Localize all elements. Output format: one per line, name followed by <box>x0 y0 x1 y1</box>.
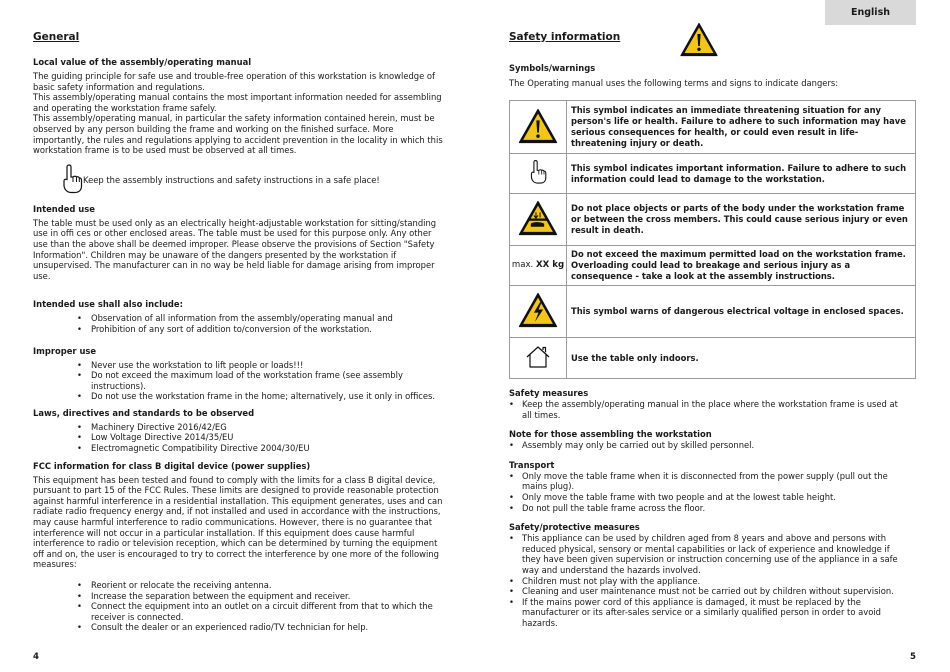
table-row <box>510 338 916 379</box>
list-item: • Assembly may only be carried out by skilled personnel. <box>509 440 904 451</box>
table-row <box>510 194 916 246</box>
transport-heading: Transport <box>509 459 555 470</box>
list-item: • Reorient or relocate the receiving antenna. <box>77 580 437 591</box>
table-text-cell: This symbol indicates important information. Failure to adhere to such information could lead to damage to the workstation. <box>567 154 916 194</box>
local-value-para-3: This assembly/operating manual, in particular the safety information contained herein, must be observed by any person building the frame and working on the finished surface. More importantly, the rules and regulations applying to accident prevention in the locality in which this workstation frame is to be used must be observed at all times. <box>33 113 443 156</box>
page-number-right: 5 <box>910 652 916 662</box>
local-value-para-2: This assembly/operating manual contains the most important information needed for assembling and operating the workstation frame safely. <box>33 92 442 113</box>
table-row <box>510 101 916 154</box>
table-icon-cell <box>510 286 567 338</box>
list-item: • Increase the separation between the equipment and receiver. <box>77 591 437 602</box>
max-load-prefix: max. <box>511 260 534 271</box>
table-text-cell: Use the table only indoors. <box>567 338 916 379</box>
list-item: • Cleaning and user maintenance must not be carried out by children without supervision. <box>509 586 904 597</box>
laws-list <box>77 422 443 454</box>
list-item: • Do not use the workstation frame in the home; alternatively, use it only in offices. <box>77 391 443 402</box>
language-tab: English <box>825 0 916 25</box>
list-item: • Prohibition of any sort of addition to/conversion of the workstation. <box>77 324 443 335</box>
safety-title-wrap <box>509 30 620 44</box>
list-item: • Keep the assembly/operating manual in the place where the workstation frame is used at all times. <box>509 399 904 420</box>
fcc-list <box>77 580 437 633</box>
local-value-para-1: The guiding principle for safe use and trouble-free operation of this workstation is knowledge of basic safety information and regulations. <box>33 71 435 92</box>
general-title: General <box>33 31 80 43</box>
list-item: • Do not pull the table frame across the floor. <box>509 503 904 514</box>
local-value-heading: Local value of the assembly/operating manual <box>33 57 252 67</box>
safety-title: Safety information <box>509 31 621 43</box>
list-item: • Connect the equipment into an outlet on a circuit different from that to which the receiver is connected. <box>77 601 437 622</box>
table-row <box>510 246 916 286</box>
safety-measures-section <box>509 388 904 629</box>
table-icon-cell <box>510 194 567 246</box>
assembling-heading: Note for those assembling the workstation <box>509 429 712 440</box>
warning-triangle-icon <box>518 108 558 144</box>
list-item: • Observation of all information from the assembly/operating manual and <box>77 313 443 324</box>
safety-measures-list <box>509 399 904 420</box>
list-item: • Machinery Directive 2016/42/EG <box>77 422 443 433</box>
list-item: • Never use the workstation to lift people or loads!!! <box>77 360 443 371</box>
list-item: • Do not exceed the maximum load of the workstation frame (see assembly instructions). <box>77 370 443 391</box>
protective-heading: Safety/protective measures <box>509 522 640 533</box>
fcc-heading: FCC information for class B digital device (power supplies) <box>33 460 311 471</box>
warning-triangle-icon <box>680 22 718 57</box>
table-text-cell: Do not exceed the maximum permitted load on the workstation frame. Overloading could lead to breakage and serious injury as a consequence - take a look at the assembly instructions. <box>567 246 916 286</box>
list-item: • Low Voltage Directive 2014/35/EU <box>77 432 443 443</box>
table-row <box>510 154 916 194</box>
transport-list <box>509 471 904 513</box>
table-icon-cell <box>510 154 567 194</box>
improper-use-list <box>77 360 443 402</box>
intended-use-para: The table must be used only as an electrically height-adjustable workstation for sitting/standing use in offi ces or other enclosed areas. The table must be used for this purpose only. Any other use than the above shall be deemed improper. Please observe the provisions of Section "Safety Information". Children may be unaware of the dangers presented by the workstation if unsupervised. The manufacturer can in no way be held liable for damage arising from improper use. <box>33 217 437 281</box>
table-text-cell: Do not place objects or parts of the body under the workstation frame or between the cross members. This could cause serious injury or even result in death. <box>567 194 916 246</box>
crush-hazard-icon <box>518 200 558 236</box>
table-text-cell: This symbol indicates an immediate threatening situation for any person's life or health. Failure to adhere to such information may have serious consequences for health, or could even result in life-threatening injury or death. <box>567 101 916 154</box>
intended-also-heading: Intended use shall also include: <box>33 299 183 310</box>
list-item: • This appliance can be used by children aged from 8 years and above and persons with reduced physical, sensory or mental capabilities or lack of experience and knowledge if they have been given supervision or instruction concerning use of the appliance in a safe way and understand the hazards involved. <box>509 533 904 575</box>
assembling-list <box>509 440 904 451</box>
table-text-cell: This symbol warns of dangerous electrical voltage in enclosed spaces. <box>567 286 916 338</box>
list-item: • If the mains power cord of this appliance is damaged, it must be replaced by the manufacturer or its after-sales service or a similarly qualified person in order to avoid hazards. <box>509 597 904 629</box>
left-column <box>33 30 443 633</box>
symbols-heading: Symbols/warnings <box>509 63 596 73</box>
table-icon-cell <box>510 338 567 379</box>
table-icon-cell <box>510 101 567 154</box>
max-load-label <box>510 246 567 286</box>
protective-list <box>509 533 904 628</box>
keep-note <box>33 162 443 202</box>
max-load-value: XX kg <box>536 260 565 271</box>
list-item: • Children must not play with the appliance. <box>509 576 904 587</box>
list-item: • Only move the table frame when it is disconnected from the power supply (pull out the mains plug). <box>509 471 904 492</box>
table-row <box>510 286 916 338</box>
list-item: • Consult the dealer or an experienced radio/TV technician for help. <box>77 622 437 633</box>
list-item: • Only move the table frame with two people and at the lowest table height. <box>509 492 904 503</box>
house-icon <box>525 345 551 369</box>
symbols-section <box>509 63 917 89</box>
intended-use-heading: Intended use <box>33 203 95 214</box>
symbols-intro: The Operating manual uses the following terms and signs to indicate dangers: <box>509 78 839 88</box>
safety-symbols-table <box>509 100 916 379</box>
fcc-para: This equipment has been tested and found to comply with the limits for a class B digital device, pursuant to part 15 of the FCC Rules. These limits are designed to provide reasonable protection against harmful interference in a residential installation. This equipment generates, uses and can radiate radio frequency energy and, if not installed and used in accordance with the instructions, may cause harmful interference to radio communications. However, there is no guarantee that interference will not occur in a particular installation. If this equipment does cause harmful interference to radio or television reception, which can be determined by turning the equipment off and on, the user is encouraged to try to correct the interference by one more of the following measures: <box>33 474 443 570</box>
pointing-hand-icon <box>529 159 547 185</box>
page-number-left: 4 <box>33 652 39 662</box>
improper-use-heading: Improper use <box>33 345 97 356</box>
electrical-hazard-icon <box>518 292 558 328</box>
laws-heading: Laws, directives and standards to be observed <box>33 407 255 418</box>
intended-also-list <box>77 313 443 334</box>
list-item: • Electromagnetic Compatibility Directive 2004/30/EU <box>77 443 443 454</box>
safety-measures-heading: Safety measures <box>509 388 589 398</box>
keep-note-text: Keep the assembly instructions and safety instructions in a safe place! <box>83 174 380 185</box>
pointing-hand-icon <box>61 164 83 194</box>
